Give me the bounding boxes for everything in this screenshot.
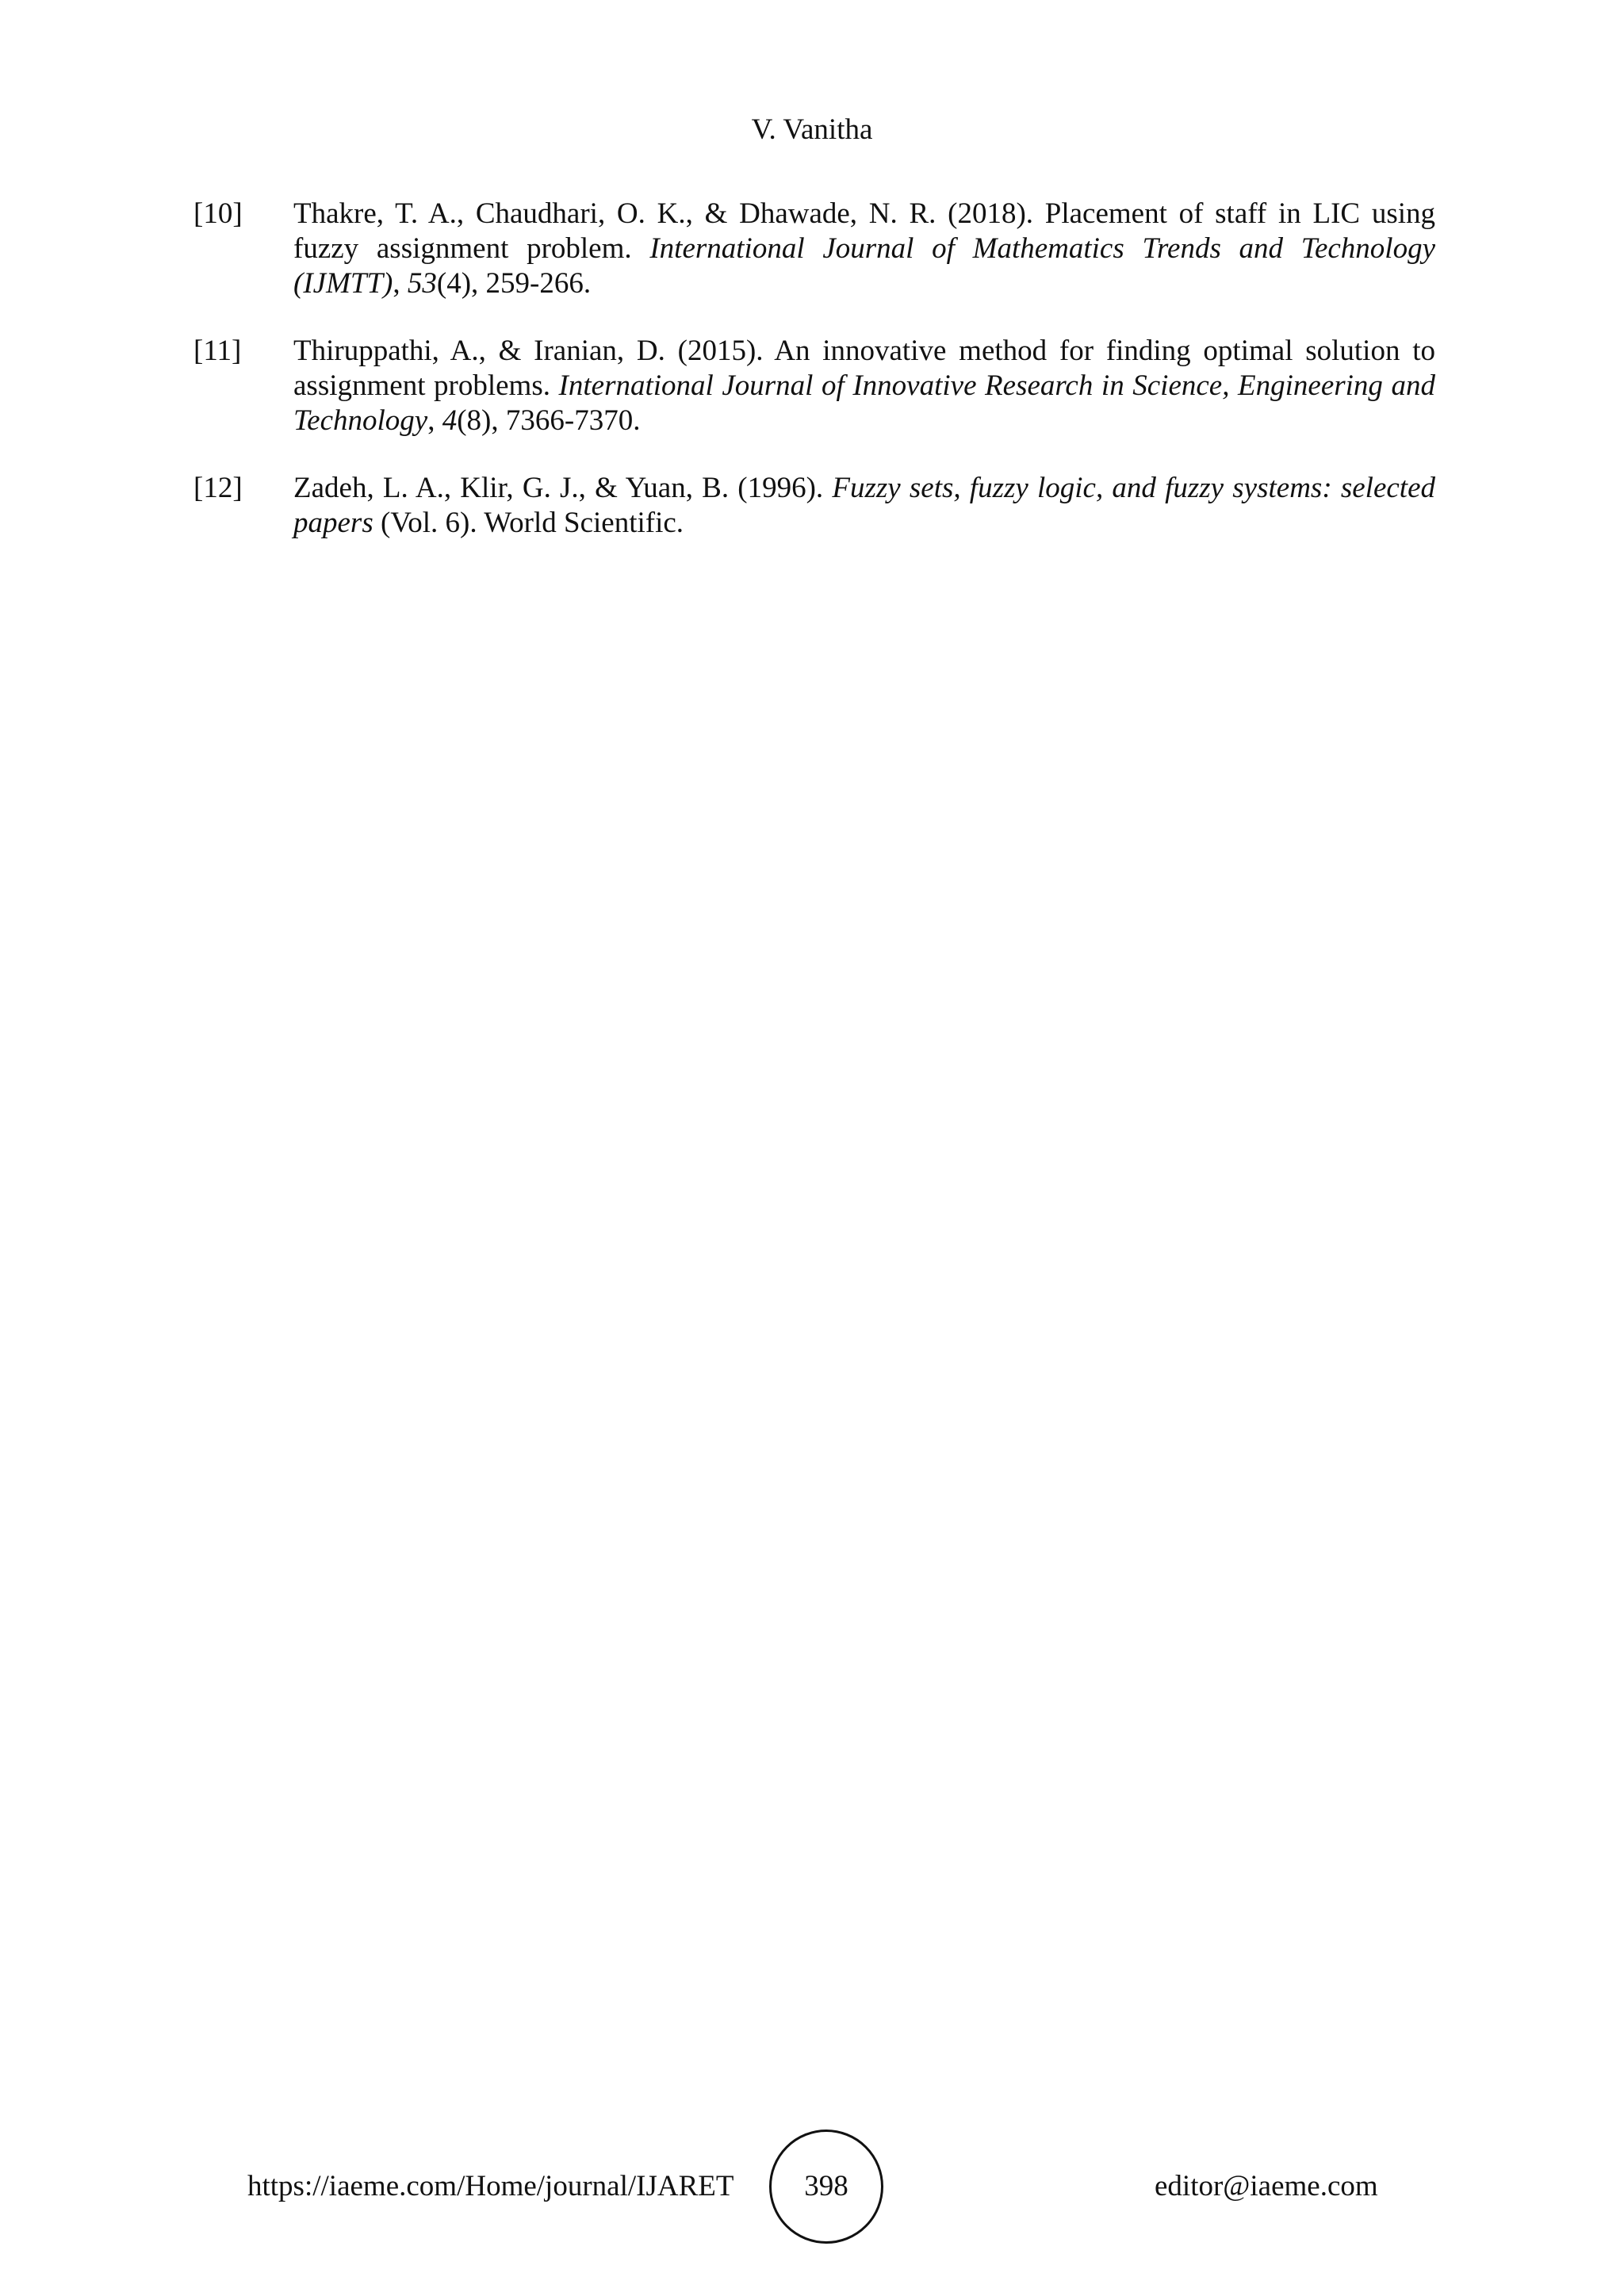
reference-volume: 53 [407,267,437,300]
footer-email[interactable]: editor@iaeme.com [1155,2170,1378,2202]
page-number-circle [769,2130,883,2244]
running-header-author: V. Vanitha [751,113,873,146]
reference-item [193,197,1435,301]
reference-text-part: Thiruppathi, A., & Iranian, D. (2015). An innovative method for finding optimal solution to assignment problems. [293,335,1435,402]
reference-text [293,334,1435,438]
reference-text-part: Thakre, T. A., Chaudhari, O. K., & Dhawade, N. R. (2018). Placement of staff in LIC using fuzzy assignment problem. [293,197,1435,265]
reference-text-part: , [393,267,408,300]
reference-number: [10] [193,197,243,230]
reference-number: [11] [193,335,242,367]
reference-item [193,334,1435,438]
reference-text-part: (8), 7366-7370. [457,404,641,437]
reference-text-part: (Vol. 6). World Scientific. [373,507,684,539]
page-number: 398 [804,2170,848,2202]
reference-list [193,197,1435,573]
reference-text-part: (4), 259-266. [436,267,592,300]
page-footer [0,2130,1624,2248]
footer-journal-url[interactable]: https://iaeme.com/Home/journal/IJARET [247,2170,734,2202]
reference-text-part: Zadeh, L. A., Klir, G. J., & Yuan, B. (1996). [293,472,833,504]
reference-journal-title: International Journal of Mathematics Trends and Technology (IJMTT) [293,232,1435,300]
reference-text-part: , [427,404,442,437]
reference-book-title: Fuzzy sets, fuzzy logic, and fuzzy systems: selected papers [293,472,1435,539]
reference-volume: 4 [442,404,458,437]
reference-text [293,471,1435,541]
reference-text [293,197,1435,301]
reference-number: [12] [193,472,243,504]
reference-journal-title: International Journal of Innovative Research in Science, Engineering and Technology [293,369,1435,437]
reference-item [193,471,1435,541]
